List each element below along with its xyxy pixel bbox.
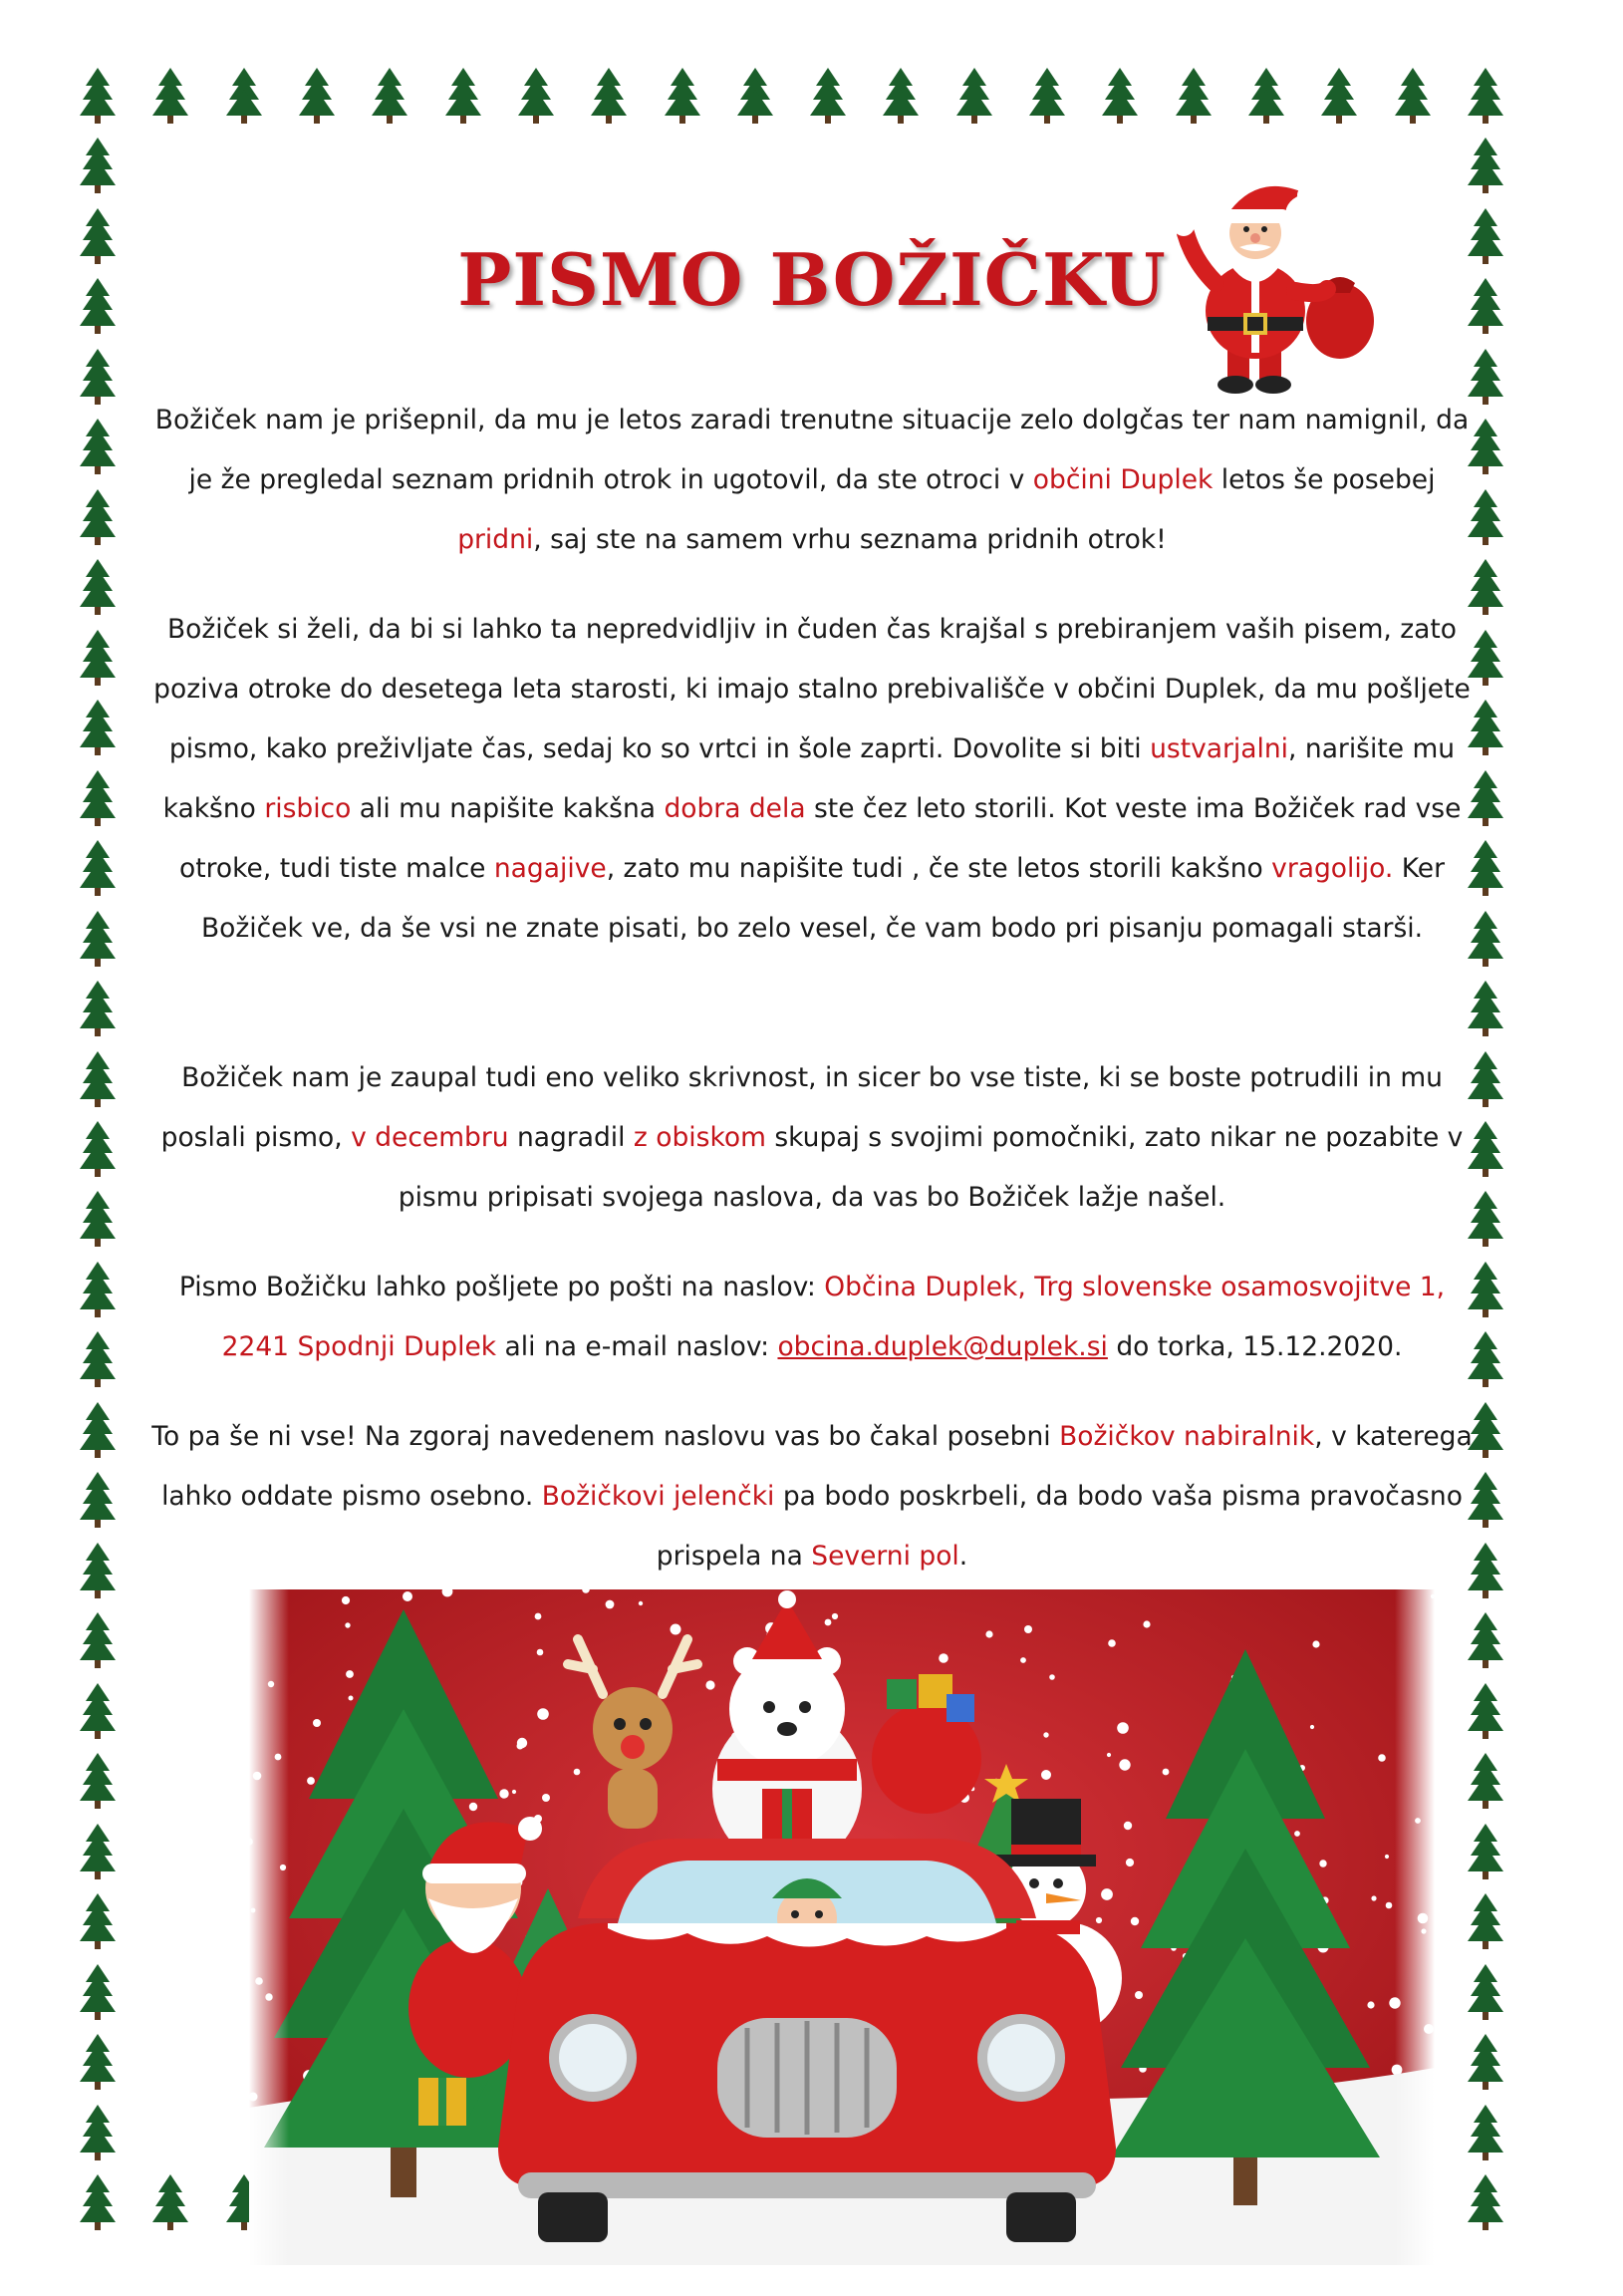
christmas-tree-icon [80,1822,116,1881]
christmas-tree-icon [1468,1962,1503,2022]
christmas-tree-icon [80,2103,116,2162]
page-title: PISMO BOŽIČKU [457,237,1167,322]
christmas-tree-icon [80,276,116,336]
text-segment: ste čez leto storili. Kot veste ima Božiček rad vse otroke, tudi tiste malce [179,793,1462,884]
text-segment: skupaj s svojimi pomočniki, zato nikar ne pozabite v pismu pripisati svojega naslova, da vas bo Božiček lažje našel. [398,1122,1464,1213]
highlight-dobra-dela: dobra dela [664,793,806,824]
christmas-tree-icon [1468,1751,1503,1811]
christmas-tree-icon [956,66,992,126]
highlight-ustvarjalni: ustvarjalni [1150,733,1289,764]
christmas-tree-icon [80,1610,116,1670]
christmas-tree-icon [80,1470,116,1530]
text-segment: , v katerega lahko oddate pismo osebno. [161,1421,1473,1512]
christmas-tree-icon [80,1189,116,1249]
text-segment: , saj ste na samem vrhu seznama pridnih otrok! [533,524,1167,555]
christmas-tree-icon [1102,66,1138,126]
text-segment: Božiček nam je zaupal tudi eno veliko skrivnost, in sicer bo vse tiste, ki se boste potrudili in mu poslali pismo, [160,1062,1443,1153]
highlight-vragolijo: vragolijo. [1271,853,1394,884]
text-segment: , narišite mu kakšno [162,733,1456,824]
christmas-tree-icon [1395,66,1431,126]
paragraph-secret [149,1048,1475,1228]
text-segment: . [958,1541,968,1572]
paragraph-address [149,1258,1475,1377]
christmas-tree-icon [152,2172,188,2232]
christmas-tree-icon [883,66,919,126]
highlight-v-decembru: v decembru [351,1122,509,1153]
christmas-tree-icon [665,66,700,126]
christmas-tree-icon [1468,66,1503,126]
christmas-tree-icon [80,206,116,266]
christmas-tree-icon [1468,1610,1503,1670]
text-segment: ali mu napišite kakšna [351,793,665,824]
highlight-jelencki: Božičkovi jelenčki [541,1481,775,1512]
christmas-tree-icon [80,2032,116,2092]
christmas-tree-icon [80,1681,116,1741]
christmas-tree-icon [372,66,407,126]
paragraph-mailbox [149,1407,1475,1586]
christmas-tree-icon [1176,66,1212,126]
christmas-tree-icon [226,66,262,126]
christmas-tree-icon [1029,66,1065,126]
christmas-tree-icon [1468,2172,1503,2232]
christmas-tree-icon [80,698,116,757]
highlight-risbico: risbico [264,793,352,824]
christmas-tree-icon [80,979,116,1038]
text-segment: pa bodo poskrbeli, da bodo vaša pisma pravočasno prispela na [656,1481,1463,1572]
christmas-tree-icon [80,1962,116,2022]
christmas-tree-icon [80,417,116,476]
christmas-tree-icon [80,1751,116,1811]
christmas-tree-icon [737,66,773,126]
text-segment: Pismo Božičku lahko pošljete po pošti na naslov: [178,1272,825,1302]
text-segment: Ker Božiček ve, da še vsi ne znate pisati, bo zelo vesel, če vam bodo pri pisanju pomagali starši. [200,853,1445,944]
christmas-tree-icon [1468,1891,1503,1951]
highlight-obcina-duplek: občini Duplek [1032,464,1214,495]
paragraph-intro [149,391,1475,570]
christmas-tree-icon [810,66,846,126]
christmas-tree-icon [1468,979,1503,1038]
christmas-tree-icon [80,768,116,828]
christmas-tree-icon [80,1260,116,1319]
highlight-pridni: pridni [457,524,534,555]
christmas-tree-icon [299,66,335,126]
postal-address: Občina Duplek, Trg slovenske osamosvojitve 1, 2241 Spodnji Duplek [221,1272,1446,1362]
email-link[interactable]: obcina.duplek@duplek.si [777,1331,1108,1362]
christmas-tree-icon [80,487,116,547]
christmas-tree-icon [445,66,481,126]
text-segment: To pa še ni vse! Na zgoraj navedenem naslovu vas bo čakal posebni [151,1421,1060,1452]
christmas-tree-icon [1468,276,1503,336]
christmas-tree-icon [80,1400,116,1460]
highlight-severni-pol: Severni pol [811,1541,959,1572]
christmas-tree-icon [1468,2032,1503,2092]
christmas-tree-icon [1468,1822,1503,1881]
christmas-tree-icon [1248,66,1284,126]
christmas-tree-icon [80,2172,116,2232]
christmas-tree-icon [80,1049,116,1109]
christmas-tree-icon [152,66,188,126]
santa-claus-icon [1156,171,1385,401]
christmas-tree-icon [1468,1681,1503,1741]
christmas-tree-icon [1468,2103,1503,2162]
christmas-tree-icon [80,347,116,407]
text-segment: do torka, 15.12.2020. [1107,1331,1403,1362]
christmas-tree-icon [1468,206,1503,266]
highlight-nabiralnik: Božičkov nabiralnik [1059,1421,1315,1452]
christmas-tree-icon [80,136,116,195]
highlight-nagajive: nagajive [493,853,607,884]
christmas-tree-icon [80,66,116,126]
christmas-tree-icon [518,66,554,126]
christmas-tree-icon [80,909,116,969]
text-segment: , zato mu napišite tudi , če ste letos storili kakšno [606,853,1272,884]
christmas-tree-icon [80,1119,116,1179]
text-segment: ali na e-mail naslov: [496,1331,778,1362]
christmas-tree-icon [80,628,116,688]
christmas-tree-icon [591,66,627,126]
christmas-tree-icon [80,838,116,898]
text-segment: Božiček si želi, da bi si lahko ta nepredvidljiv in čuden čas krajšal s prebiranjem vaših pisem, zato poziva otroke do desetega leta starosti, ki imajo stalno prebivališče v občini Duplek, da mu pošljete pismo, kako preživljate čas, sedaj ko so vrtci in šole zaprti. Dovolite si biti [153,614,1471,764]
text-segment: nagradil [508,1122,634,1153]
christmas-tree-icon [80,1891,116,1951]
christmas-tree-icon [80,1541,116,1600]
text-segment: letos še posebej [1213,464,1436,495]
text-segment: Božiček nam je prišepnil, da mu je letos zaradi trenutne situacije zelo dolgčas ter nam namignil, da je že pregledal seznam pridnih otrok in ugotovil, da ste otroci v [154,405,1470,495]
christmas-tree-icon [1468,136,1503,195]
highlight-z-obiskom: z obiskom [633,1122,766,1153]
christmas-tree-icon [80,557,116,617]
christmas-tree-icon [80,1329,116,1389]
christmas-car-scene [249,1589,1435,2265]
christmas-tree-icon [1321,66,1357,126]
paragraph-wishes [149,600,1475,959]
